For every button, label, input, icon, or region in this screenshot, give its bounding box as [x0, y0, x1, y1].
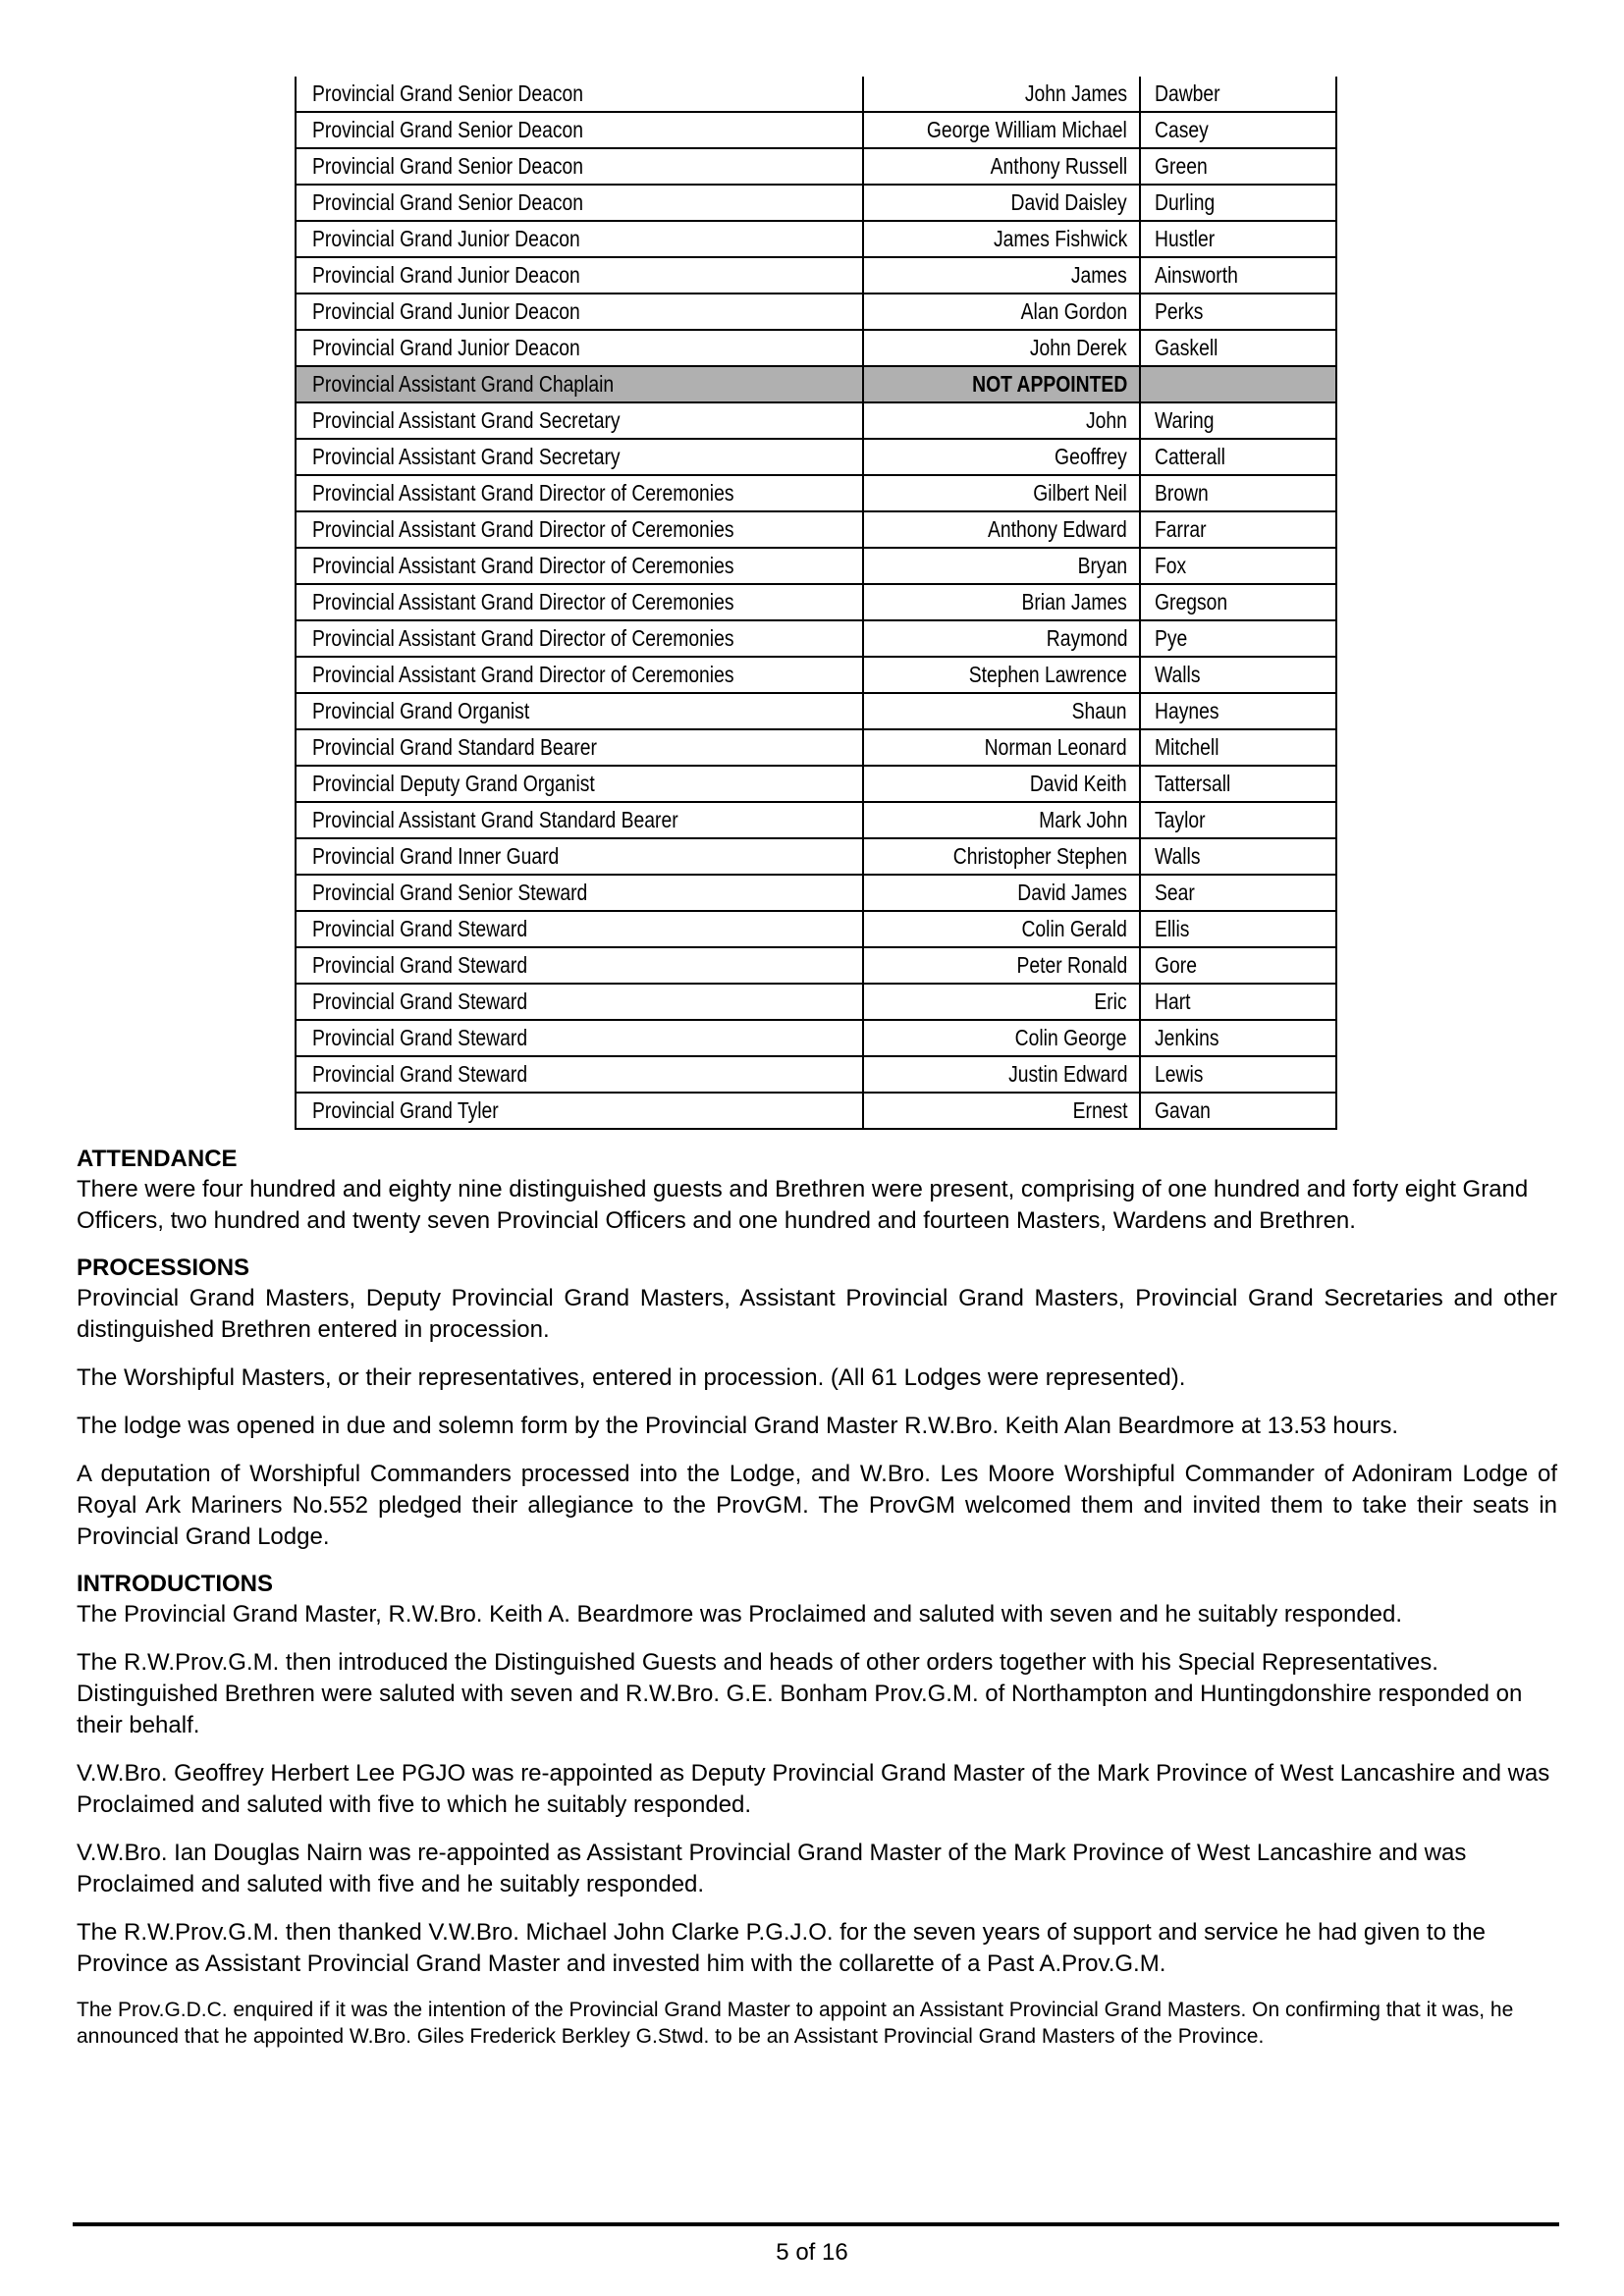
- footer-divider: [73, 2222, 1559, 2226]
- table-row: [296, 439, 1336, 475]
- surname-cell: [1140, 185, 1336, 221]
- office-cell: [296, 693, 863, 729]
- office-cell: [296, 911, 863, 947]
- forenames-cell: [863, 1020, 1140, 1056]
- office-cell: [296, 402, 863, 439]
- forenames-cell-text: Colin George: [1015, 1025, 1127, 1050]
- surname-cell: [1140, 729, 1336, 766]
- surname-cell: [1140, 330, 1336, 366]
- surname-cell: [1140, 693, 1336, 729]
- table-row: [296, 947, 1336, 984]
- office-cell: [296, 1093, 863, 1129]
- office-cell-text: Provincial Grand Senior Deacon: [312, 189, 583, 215]
- office-cell-text: Provincial Assistant Grand Director of Ceremonies: [312, 662, 734, 687]
- forenames-cell-text: Justin Edward: [1007, 1061, 1127, 1087]
- office-cell-text: Provincial Grand Inner Guard: [312, 843, 560, 869]
- surname-cell: [1140, 511, 1336, 548]
- office-cell-text: Provincial Grand Senior Deacon: [312, 80, 583, 106]
- surname-cell-text: Pye: [1155, 625, 1188, 651]
- surname-cell-text: Ellis: [1155, 916, 1190, 941]
- forenames-cell-text: Anthony Russell: [990, 153, 1127, 179]
- surname-cell-text: Haynes: [1155, 698, 1219, 723]
- office-cell-text: Provincial Grand Standard Bearer: [312, 734, 597, 760]
- office-cell: [296, 875, 863, 911]
- section-heading-processions: PROCESSIONS: [77, 1255, 250, 1281]
- surname-cell-text: Casey: [1155, 117, 1209, 142]
- table-row: [296, 693, 1336, 729]
- forenames-cell-text: Eric: [1094, 988, 1127, 1014]
- surname-cell: [1140, 294, 1336, 330]
- table-row: [296, 657, 1336, 693]
- office-cell: [296, 439, 863, 475]
- surname-cell-text: Ainsworth: [1155, 262, 1238, 288]
- introductions-paragraph: The Prov.G.D.C. enquired if it was the intention of the Provincial Grand Master to appoint an Assistant Provincial Grand Masters. On confirming that it was, he announced that he appointed W.Bro. Giles Frederick Berkley G.Stwd. to be an Assistant Provincial Grand Masters of the Province.: [77, 1999, 1514, 2048]
- forenames-cell-text: John Derek: [1030, 335, 1127, 360]
- office-cell: [296, 766, 863, 802]
- table-row: [296, 185, 1336, 221]
- office-cell-text: Provincial Assistant Grand Secretary: [312, 444, 621, 469]
- table-row: [296, 1020, 1336, 1056]
- forenames-cell: [863, 475, 1140, 511]
- introductions-paragraph: V.W.Bro. Geoffrey Herbert Lee PGJO was re-appointed as Deputy Provincial Grand Master of the Mark Province of West Lancashire and was Proclaimed and saluted with five to which he suitably responded.: [77, 1760, 1550, 1818]
- forenames-cell-text: James: [1071, 262, 1127, 288]
- office-cell: [296, 257, 863, 294]
- office-cell-text: Provincial Assistant Grand Standard Bearer: [312, 807, 678, 832]
- forenames-cell: [863, 294, 1140, 330]
- attendance-paragraph: There were four hundred and eighty nine distinguished guests and Brethren were present, comprising of one hundred and forty eight Grand Officers, two hundred and twenty seven Provincial Officers and one hundred and fourteen Masters, Wardens and Brethren.: [77, 1176, 1529, 1234]
- surname-cell: [1140, 257, 1336, 294]
- surname-cell-text: Tattersall: [1155, 771, 1231, 796]
- surname-cell-text: Taylor: [1155, 807, 1206, 832]
- forenames-cell-text: Ernest: [1072, 1097, 1127, 1123]
- forenames-cell: [863, 112, 1140, 148]
- forenames-cell-text: Anthony Edward: [988, 516, 1127, 542]
- table-row: [296, 1093, 1336, 1129]
- office-cell-text: Provincial Grand Steward: [312, 916, 528, 941]
- surname-cell-text: Gregson: [1155, 589, 1228, 614]
- processions-paragraph: The Worshipful Masters, or their representatives, entered in procession. (All 61 Lodges were represented).: [77, 1364, 1186, 1391]
- forenames-cell-text: George William Michael: [926, 117, 1127, 142]
- surname-cell: [1140, 366, 1336, 402]
- office-cell: [296, 511, 863, 548]
- table-row: [296, 511, 1336, 548]
- office-cell: [296, 802, 863, 838]
- forenames-cell: [863, 947, 1140, 984]
- office-cell-text: Provincial Deputy Grand Organist: [312, 771, 595, 796]
- table-row: [296, 1056, 1336, 1093]
- surname-cell-text: Green: [1155, 153, 1208, 179]
- forenames-cell: [863, 802, 1140, 838]
- surname-cell: [1140, 402, 1336, 439]
- office-cell-text: Provincial Grand Junior Deacon: [312, 226, 580, 251]
- forenames-cell: [863, 439, 1140, 475]
- office-cell-text: Provincial Assistant Grand Director of Ceremonies: [312, 516, 734, 542]
- surname-cell-text: Perks: [1155, 298, 1204, 324]
- table-row: [296, 875, 1336, 911]
- surname-cell-text: Waring: [1155, 407, 1215, 433]
- page-number: 5 of 16: [776, 2239, 848, 2266]
- surname-cell-text: Mitchell: [1155, 734, 1219, 760]
- introductions-paragraph: The Provincial Grand Master, R.W.Bro. Keith A. Beardmore was Proclaimed and saluted with seven and he suitably responded.: [77, 1601, 1403, 1628]
- office-cell-text: Provincial Assistant Grand Chaplain: [312, 371, 615, 397]
- forenames-cell: [863, 148, 1140, 185]
- forenames-cell-text: John: [1086, 407, 1127, 433]
- surname-cell-text: Jenkins: [1155, 1025, 1219, 1050]
- forenames-cell-text: Gilbert Neil: [1033, 480, 1127, 506]
- surname-cell: [1140, 77, 1336, 112]
- table-row: [296, 77, 1336, 112]
- surname-cell: [1140, 766, 1336, 802]
- introductions-paragraph: The R.W.Prov.G.M. then thanked V.W.Bro. Michael John Clarke P.G.J.O. for the seven years of support and service he had given to the Province as Assistant Provincial Grand Master and invested him with the collarette of a Past A.Prov.G.M.: [77, 1919, 1486, 1977]
- forenames-cell: [863, 911, 1140, 947]
- forenames-cell: [863, 402, 1140, 439]
- forenames-cell-text: James Fishwick: [993, 226, 1127, 251]
- office-cell-text: Provincial Grand Junior Deacon: [312, 262, 580, 288]
- office-cell: [296, 657, 863, 693]
- office-cell: [296, 1056, 863, 1093]
- forenames-cell: [863, 766, 1140, 802]
- table-row: [296, 475, 1336, 511]
- surname-cell-text: Fox: [1155, 553, 1187, 578]
- surname-cell: [1140, 1020, 1336, 1056]
- office-cell: [296, 947, 863, 984]
- forenames-cell: [863, 1093, 1140, 1129]
- office-cell: [296, 77, 863, 112]
- office-cell: [296, 112, 863, 148]
- minutes-body: [77, 1145, 1557, 2066]
- surname-cell: [1140, 584, 1336, 620]
- introductions-section: [77, 1570, 1557, 2050]
- table-row: [296, 584, 1336, 620]
- forenames-cell: [863, 221, 1140, 257]
- office-cell-text: Provincial Grand Junior Deacon: [312, 298, 580, 324]
- surname-cell-text: Gore: [1155, 952, 1197, 978]
- forenames-cell: [863, 584, 1140, 620]
- table-row-vacant: [296, 366, 1336, 402]
- table-row: [296, 221, 1336, 257]
- forenames-cell: [863, 1056, 1140, 1093]
- forenames-cell: [863, 511, 1140, 548]
- office-cell-text: Provincial Grand Senior Deacon: [312, 117, 583, 142]
- forenames-cell-text: Stephen Lawrence: [968, 662, 1127, 687]
- office-cell: [296, 838, 863, 875]
- table-row: [296, 402, 1336, 439]
- forenames-cell-text: David James: [1017, 880, 1127, 905]
- surname-cell: [1140, 1093, 1336, 1129]
- office-cell: [296, 984, 863, 1020]
- office-cell: [296, 294, 863, 330]
- forenames-cell-text: Shaun: [1072, 698, 1127, 723]
- surname-cell-text: Farrar: [1155, 516, 1207, 542]
- surname-cell-text: Catterall: [1155, 444, 1225, 469]
- introductions-paragraph: The R.W.Prov.G.M. then introduced the Distinguished Guests and heads of other orders together with his Special Representatives. Distinguished Brethren were saluted with seven and R.W.Bro. G.E. Bonham Prov.G.M. of Northampton and Huntingdonshire responded on their behalf.: [77, 1649, 1523, 1738]
- table-row: [296, 330, 1336, 366]
- surname-cell-text: Dawber: [1155, 80, 1220, 106]
- office-cell: [296, 1020, 863, 1056]
- table-row: [296, 802, 1336, 838]
- forenames-cell-text: Colin Gerald: [1021, 916, 1127, 941]
- section-heading-introductions: INTRODUCTIONS: [77, 1571, 273, 1597]
- office-cell: [296, 729, 863, 766]
- office-cell-text: Provincial Assistant Grand Secretary: [312, 407, 621, 433]
- surname-cell: [1140, 439, 1336, 475]
- office-cell-text: Provincial Grand Senior Deacon: [312, 153, 583, 179]
- forenames-cell: [863, 620, 1140, 657]
- forenames-cell-text: David Keith: [1030, 771, 1127, 796]
- office-cell-text: Provincial Grand Junior Deacon: [312, 335, 580, 360]
- forenames-cell-text: Geoffrey: [1055, 444, 1127, 469]
- surname-cell-text: Gaskell: [1155, 335, 1218, 360]
- surname-cell: [1140, 984, 1336, 1020]
- office-cell-text: Provincial Grand Organist: [312, 698, 530, 723]
- forenames-cell-text: Peter Ronald: [1016, 952, 1127, 978]
- office-cell-text: Provincial Grand Steward: [312, 1061, 528, 1087]
- forenames-cell: [863, 366, 1140, 402]
- surname-cell: [1140, 148, 1336, 185]
- table-row: [296, 294, 1336, 330]
- table-row: [296, 911, 1336, 947]
- forenames-cell-text: Norman Leonard: [985, 734, 1127, 760]
- office-cell: [296, 185, 863, 221]
- surname-cell: [1140, 657, 1336, 693]
- office-cell: [296, 330, 863, 366]
- office-cell-text: Provincial Grand Steward: [312, 952, 528, 978]
- processions-paragraph: The lodge was opened in due and solemn form by the Provincial Grand Master R.W.Bro. Keith Alan Beardmore at 13.53 hours.: [77, 1413, 1399, 1439]
- forenames-cell-text: David Daisley: [1010, 189, 1127, 215]
- table-row: [296, 620, 1336, 657]
- surname-cell: [1140, 838, 1336, 875]
- office-cell: [296, 584, 863, 620]
- forenames-cell: [863, 77, 1140, 112]
- forenames-cell-text: Brian James: [1021, 589, 1127, 614]
- table-row: [296, 729, 1336, 766]
- forenames-cell: [863, 838, 1140, 875]
- processions-paragraph: A deputation of Worshipful Commanders processed into the Lodge, and W.Bro. Les Moore Worshipful Commander of Adoniram Lodge of Royal Ark Mariners No.552 pledged their allegiance to the ProvGM. The ProvGM welcomed them and invited them to take their seats in Provincial Grand Lodge.: [77, 1461, 1557, 1550]
- surname-cell-text: Durling: [1155, 189, 1216, 215]
- surname-cell: [1140, 947, 1336, 984]
- attendance-section: [77, 1145, 1557, 1237]
- office-cell: [296, 148, 863, 185]
- forenames-cell-text: Mark John: [1038, 807, 1127, 832]
- surname-cell: [1140, 475, 1336, 511]
- forenames-cell-text: Raymond: [1046, 625, 1127, 651]
- surname-cell: [1140, 112, 1336, 148]
- forenames-cell: [863, 185, 1140, 221]
- surname-cell: [1140, 875, 1336, 911]
- officers-table: [295, 77, 1337, 1130]
- introductions-paragraph: V.W.Bro. Ian Douglas Nairn was re-appointed as Assistant Provincial Grand Master of the Mark Province of West Lancashire and was Proclaimed and saluted with five and he suitably responded.: [77, 1840, 1467, 1897]
- forenames-cell: [863, 330, 1140, 366]
- section-heading-attendance: ATTENDANCE: [77, 1146, 238, 1172]
- office-cell: [296, 475, 863, 511]
- office-cell: [296, 620, 863, 657]
- surname-cell: [1140, 1056, 1336, 1093]
- office-cell: [296, 548, 863, 584]
- table-row: [296, 112, 1336, 148]
- office-cell: [296, 221, 863, 257]
- surname-cell: [1140, 802, 1336, 838]
- surname-cell-text: Hart: [1155, 988, 1191, 1014]
- processions-paragraph: Provincial Grand Masters, Deputy Provincial Grand Masters, Assistant Provincial Grand Masters, Provincial Grand Secretaries and other distinguished Brethren entered in procession.: [77, 1285, 1557, 1343]
- office-cell-text: Provincial Grand Tyler: [312, 1097, 499, 1123]
- forenames-cell-text: John James: [1024, 80, 1127, 106]
- table-row: [296, 766, 1336, 802]
- surname-cell-text: Hustler: [1155, 226, 1216, 251]
- surname-cell-text: Walls: [1155, 843, 1201, 869]
- table-row: [296, 257, 1336, 294]
- forenames-cell: [863, 875, 1140, 911]
- surname-cell-text: Walls: [1155, 662, 1201, 687]
- office-cell-text: Provincial Grand Senior Steward: [312, 880, 588, 905]
- forenames-cell-text: NOT APPOINTED: [971, 371, 1127, 397]
- forenames-cell-text: Bryan: [1077, 553, 1127, 578]
- surname-cell-text: Lewis: [1155, 1061, 1204, 1087]
- officers-table-body: [296, 77, 1336, 1129]
- forenames-cell-text: Alan Gordon: [1020, 298, 1127, 324]
- forenames-cell-text: Christopher Stephen: [952, 843, 1127, 869]
- forenames-cell: [863, 657, 1140, 693]
- forenames-cell: [863, 984, 1140, 1020]
- office-cell-text: Provincial Assistant Grand Director of Ceremonies: [312, 589, 734, 614]
- surname-cell: [1140, 911, 1336, 947]
- table-row: [296, 148, 1336, 185]
- forenames-cell: [863, 729, 1140, 766]
- office-cell-text: Provincial Assistant Grand Director of Ceremonies: [312, 625, 734, 651]
- surname-cell-text: Gavan: [1155, 1097, 1211, 1123]
- table-row: [296, 548, 1336, 584]
- surname-cell: [1140, 620, 1336, 657]
- table-row: [296, 984, 1336, 1020]
- surname-cell: [1140, 221, 1336, 257]
- office-cell-text: Provincial Assistant Grand Director of Ceremonies: [312, 553, 734, 578]
- forenames-cell: [863, 693, 1140, 729]
- surname-cell-text: Brown: [1155, 480, 1209, 506]
- office-cell-text: Provincial Grand Steward: [312, 1025, 528, 1050]
- forenames-cell: [863, 257, 1140, 294]
- surname-cell-text: Sear: [1155, 880, 1195, 905]
- office-cell-text: Provincial Assistant Grand Director of Ceremonies: [312, 480, 734, 506]
- office-cell: [296, 366, 863, 402]
- forenames-cell: [863, 548, 1140, 584]
- surname-cell: [1140, 548, 1336, 584]
- processions-section: [77, 1254, 1557, 1553]
- office-cell-text: Provincial Grand Steward: [312, 988, 528, 1014]
- table-row: [296, 838, 1336, 875]
